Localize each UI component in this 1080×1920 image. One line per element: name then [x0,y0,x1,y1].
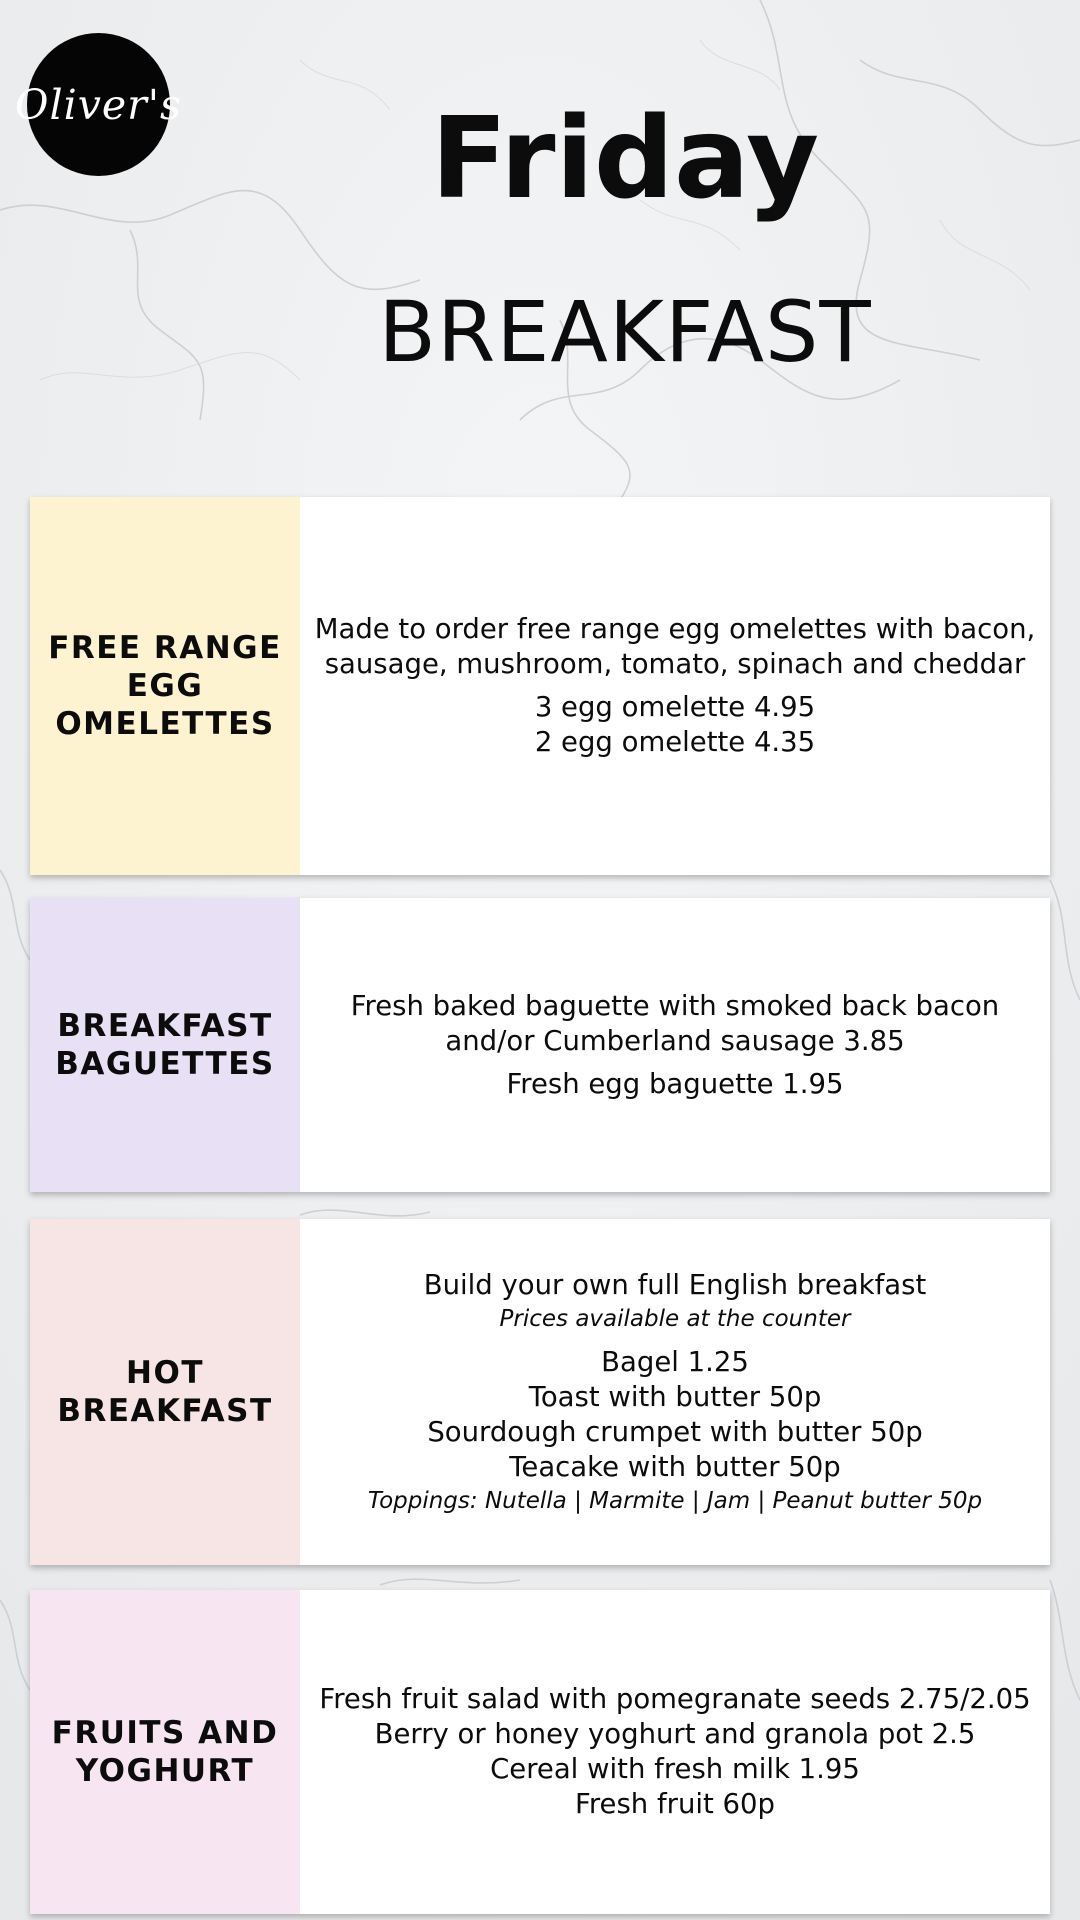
menu-item: Teacake with butter 50p [509,1450,841,1483]
menu-item: Berry or honey yoghurt and granola pot 2.5 [374,1718,976,1750]
day-heading: Friday [430,94,820,224]
menu-section-baguettes [30,898,1050,1192]
menu-item: Fresh egg baguette 1.95 [506,1067,844,1100]
brand-logo-text: Oliver's [14,80,183,129]
section-label-fruits: FRUITS AND YOGHURT [30,1590,300,1914]
menu-item: 3 egg omelette 4.95 [534,691,816,723]
meal-heading: BREAKFAST [378,283,872,381]
section-label-omelettes: FREE RANGE EGG OMELETTES [30,497,300,875]
menu-item: Toast with butter 50p [528,1380,822,1413]
menu-item: Fresh fruit 60p [575,1788,775,1820]
menu-item: Sourdough crumpet with butter 50p [427,1415,923,1448]
omelettes-description: Made to order free range egg omelettes with bacon, sausage, mushroom, tomato, spinach and cheddar [314,613,1036,680]
menu-section-fruits [30,1590,1050,1914]
hot-price-note: Prices available at the counter [499,1305,851,1332]
hot-description: Build your own full English breakfast [423,1268,927,1301]
section-label-hot-breakfast: HOT BREAKFAST [30,1219,300,1565]
section-label-baguettes: BREAKFAST BAGUETTES [30,898,300,1192]
menu-item: Cereal with fresh milk 1.95 [490,1753,860,1785]
section-body-omelettes [300,497,1050,875]
hot-toppings-note: Toppings: Nutella | Marmite | Jam | Peanut butter 50p [367,1487,983,1514]
section-body-hot-breakfast [300,1219,1050,1565]
menu-item: 2 egg omelette 4.35 [534,726,816,758]
baguettes-description: Fresh baked baguette with smoked back bacon and/or Cumberland sausage 3.85 [350,989,1000,1057]
menu-section-omelettes [30,497,1050,875]
menu-item: Bagel 1.25 [601,1345,749,1378]
menu-item: Fresh fruit salad with pomegranate seeds 2.75/2.05 [319,1683,1031,1715]
section-body-fruits [300,1590,1050,1914]
section-body-baguettes [300,898,1050,1192]
menu-section-hot-breakfast [30,1219,1050,1565]
